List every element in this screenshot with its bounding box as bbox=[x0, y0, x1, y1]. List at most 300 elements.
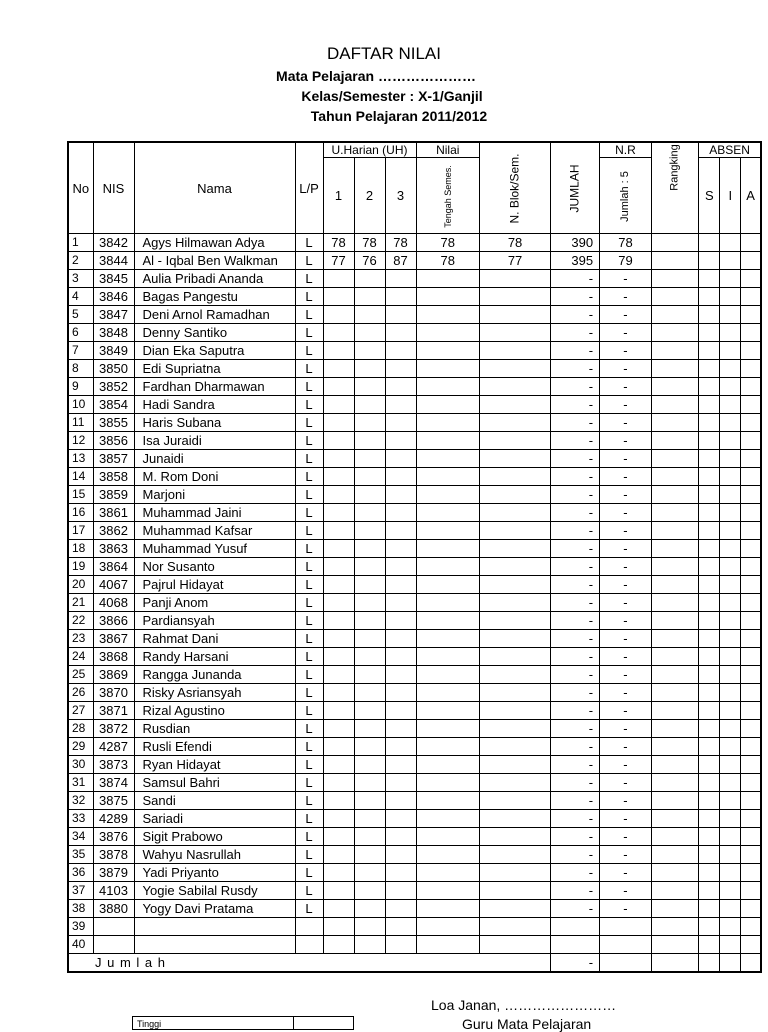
cell-lp: L bbox=[295, 432, 323, 450]
cell-blok bbox=[480, 936, 551, 954]
cell-rangking bbox=[651, 918, 698, 936]
cell-uh1 bbox=[323, 558, 354, 576]
cell-jumlah: - bbox=[551, 684, 600, 702]
cell-uh2: 76 bbox=[354, 252, 385, 270]
cell-lp: L bbox=[295, 702, 323, 720]
cell-uh1 bbox=[323, 450, 354, 468]
cell-a bbox=[741, 666, 761, 684]
total-label: J u m l a h bbox=[68, 954, 551, 973]
cell-lp: L bbox=[295, 828, 323, 846]
cell-nama: Denny Santiko bbox=[134, 324, 295, 342]
cell-blok bbox=[480, 900, 551, 918]
cell-nama: M. Rom Doni bbox=[134, 468, 295, 486]
cell-no: 5 bbox=[68, 306, 93, 324]
cell-uh2 bbox=[354, 486, 385, 504]
table-row bbox=[68, 630, 761, 648]
cell-jumlah: - bbox=[551, 792, 600, 810]
cell-jumlah: - bbox=[551, 846, 600, 864]
cell-rangking bbox=[651, 252, 698, 270]
cell-lp bbox=[295, 936, 323, 954]
cell-uh2 bbox=[354, 468, 385, 486]
cell-s bbox=[699, 612, 720, 630]
cell-nr: - bbox=[600, 720, 652, 738]
cell-uh2 bbox=[354, 864, 385, 882]
cell-uh3 bbox=[385, 810, 416, 828]
cell-nama: Dian Eka Saputra bbox=[134, 342, 295, 360]
cell-uh3 bbox=[385, 900, 416, 918]
cell-tengah bbox=[416, 684, 480, 702]
cell-tengah bbox=[416, 828, 480, 846]
cell-i bbox=[720, 756, 741, 774]
cell-uh1 bbox=[323, 396, 354, 414]
cell-nis: 3857 bbox=[93, 450, 134, 468]
cell-s bbox=[699, 756, 720, 774]
cell-blok bbox=[480, 702, 551, 720]
cell-nama: Yadi Priyanto bbox=[134, 864, 295, 882]
cell-a bbox=[741, 702, 761, 720]
cell-a bbox=[741, 828, 761, 846]
cell-lp: L bbox=[295, 252, 323, 270]
class-semester-line: Kelas/Semester : X-1/Ganjil bbox=[301, 88, 483, 104]
cell-uh1 bbox=[323, 900, 354, 918]
cell-nis: 3858 bbox=[93, 468, 134, 486]
cell-tengah bbox=[416, 414, 480, 432]
cell-nr: - bbox=[600, 558, 652, 576]
cell-a bbox=[741, 774, 761, 792]
cell-uh3 bbox=[385, 774, 416, 792]
cell-jumlah: - bbox=[551, 450, 600, 468]
cell-nis: 3880 bbox=[93, 900, 134, 918]
cell-uh3 bbox=[385, 558, 416, 576]
header-nr: Jumlah : 5 bbox=[600, 158, 652, 234]
cell-tengah bbox=[416, 522, 480, 540]
cell-uh2 bbox=[354, 828, 385, 846]
table-row bbox=[68, 756, 761, 774]
signature-place-date: Loa Janan, …………………… bbox=[431, 997, 617, 1013]
cell-i bbox=[720, 882, 741, 900]
cell-uh3 bbox=[385, 936, 416, 954]
cell-no: 40 bbox=[68, 936, 93, 954]
cell-uh2 bbox=[354, 774, 385, 792]
cell-jumlah: - bbox=[551, 756, 600, 774]
table-row bbox=[68, 846, 761, 864]
cell-tengah bbox=[416, 810, 480, 828]
cell-uh1 bbox=[323, 882, 354, 900]
cell-uh1 bbox=[323, 414, 354, 432]
cell-nama: Muhammad Jaini bbox=[134, 504, 295, 522]
cell-lp: L bbox=[295, 450, 323, 468]
cell-lp: L bbox=[295, 504, 323, 522]
cell-i bbox=[720, 936, 741, 954]
cell-i bbox=[720, 342, 741, 360]
cell-tengah bbox=[416, 846, 480, 864]
cell-uh3 bbox=[385, 594, 416, 612]
cell-lp: L bbox=[295, 522, 323, 540]
cell-a bbox=[741, 792, 761, 810]
cell-uh1 bbox=[323, 612, 354, 630]
cell-nr: - bbox=[600, 882, 652, 900]
cell-nr: - bbox=[600, 378, 652, 396]
cell-lp: L bbox=[295, 378, 323, 396]
header-lp: L/P bbox=[295, 142, 323, 234]
cell-uh3 bbox=[385, 738, 416, 756]
cell-i bbox=[720, 864, 741, 882]
cell-blok bbox=[480, 450, 551, 468]
cell-lp: L bbox=[295, 792, 323, 810]
cell-a bbox=[741, 522, 761, 540]
cell-nr: - bbox=[600, 702, 652, 720]
cell-tengah bbox=[416, 558, 480, 576]
cell-uh3 bbox=[385, 918, 416, 936]
cell-uh2 bbox=[354, 702, 385, 720]
cell-uh3 bbox=[385, 468, 416, 486]
cell-no: 7 bbox=[68, 342, 93, 360]
cell-uh1 bbox=[323, 684, 354, 702]
cell-i bbox=[720, 558, 741, 576]
cell-jumlah: - bbox=[551, 630, 600, 648]
cell-s bbox=[699, 630, 720, 648]
cell-no: 21 bbox=[68, 594, 93, 612]
cell-i bbox=[720, 594, 741, 612]
cell-blok bbox=[480, 288, 551, 306]
cell-tengah bbox=[416, 900, 480, 918]
cell-nis: 3845 bbox=[93, 270, 134, 288]
cell-nr bbox=[600, 918, 652, 936]
cell-jumlah: - bbox=[551, 864, 600, 882]
cell-a bbox=[741, 918, 761, 936]
header-uh-group: U.Harian (UH) bbox=[323, 142, 416, 158]
cell-a bbox=[741, 252, 761, 270]
cell-nr: - bbox=[600, 324, 652, 342]
cell-a bbox=[741, 432, 761, 450]
cell-i bbox=[720, 450, 741, 468]
table-row bbox=[68, 252, 761, 270]
cell-nama: Rizal Agustino bbox=[134, 702, 295, 720]
cell-nama: Pardiansyah bbox=[134, 612, 295, 630]
cell-tengah bbox=[416, 774, 480, 792]
cell-no: 23 bbox=[68, 630, 93, 648]
cell-jumlah: - bbox=[551, 882, 600, 900]
cell-s bbox=[699, 900, 720, 918]
cell-a bbox=[741, 648, 761, 666]
cell-jumlah: - bbox=[551, 324, 600, 342]
cell-uh2 bbox=[354, 396, 385, 414]
cell-nama: Edi Supriatna bbox=[134, 360, 295, 378]
cell-uh3 bbox=[385, 702, 416, 720]
cell-no: 11 bbox=[68, 414, 93, 432]
cell-rangking bbox=[651, 288, 698, 306]
cell-nis: 3874 bbox=[93, 774, 134, 792]
cell-uh3 bbox=[385, 306, 416, 324]
cell-nis: 3848 bbox=[93, 324, 134, 342]
cell-nama: Haris Subana bbox=[134, 414, 295, 432]
cell-uh2 bbox=[354, 882, 385, 900]
cell-no: 27 bbox=[68, 702, 93, 720]
cell-lp: L bbox=[295, 594, 323, 612]
cell-i bbox=[720, 540, 741, 558]
cell-tengah bbox=[416, 666, 480, 684]
cell-uh3 bbox=[385, 864, 416, 882]
cell-blok bbox=[480, 396, 551, 414]
table-row bbox=[68, 612, 761, 630]
cell-no: 37 bbox=[68, 882, 93, 900]
cell-nr: - bbox=[600, 684, 652, 702]
cell-no: 10 bbox=[68, 396, 93, 414]
cell-nr: - bbox=[600, 738, 652, 756]
cell-rangking bbox=[651, 594, 698, 612]
cell-uh3 bbox=[385, 288, 416, 306]
cell-nama: Yogy Davi Pratama bbox=[134, 900, 295, 918]
cell-uh1 bbox=[323, 918, 354, 936]
cell-blok bbox=[480, 522, 551, 540]
cell-rangking bbox=[651, 666, 698, 684]
cell-uh2 bbox=[354, 630, 385, 648]
cell-nis: 3861 bbox=[93, 504, 134, 522]
cell-uh3 bbox=[385, 522, 416, 540]
cell-lp: L bbox=[295, 486, 323, 504]
cell-rangking bbox=[651, 558, 698, 576]
cell-rangking bbox=[651, 846, 698, 864]
cell-tengah bbox=[416, 882, 480, 900]
total-jumlah: - bbox=[551, 954, 600, 973]
grades-table bbox=[67, 141, 762, 973]
cell-i bbox=[720, 468, 741, 486]
cell-uh3 bbox=[385, 450, 416, 468]
header-nama: Nama bbox=[134, 142, 295, 234]
cell-blok bbox=[480, 918, 551, 936]
cell-tengah bbox=[416, 396, 480, 414]
header-a: A bbox=[741, 158, 761, 234]
cell-rangking bbox=[651, 324, 698, 342]
cell-tengah bbox=[416, 342, 480, 360]
cell-lp: L bbox=[295, 288, 323, 306]
cell-nis: 3854 bbox=[93, 396, 134, 414]
cell-blok bbox=[480, 846, 551, 864]
cell-rangking bbox=[651, 900, 698, 918]
cell-nama: Sigit Prabowo bbox=[134, 828, 295, 846]
cell-no: 22 bbox=[68, 612, 93, 630]
cell-uh1 bbox=[323, 720, 354, 738]
cell-s bbox=[699, 576, 720, 594]
cell-s bbox=[699, 342, 720, 360]
cell-nama: Al - Iqbal Ben Walkman bbox=[134, 252, 295, 270]
cell-i bbox=[720, 306, 741, 324]
cell-uh1 bbox=[323, 828, 354, 846]
cell-nama: Deni Arnol Ramadhan bbox=[134, 306, 295, 324]
header-nilai-group: Nilai bbox=[416, 142, 480, 158]
table-row bbox=[68, 234, 761, 252]
cell-a bbox=[741, 360, 761, 378]
cell-jumlah: 395 bbox=[551, 252, 600, 270]
table-row bbox=[68, 864, 761, 882]
cell-i bbox=[720, 612, 741, 630]
cell-a bbox=[741, 594, 761, 612]
cell-blok bbox=[480, 864, 551, 882]
cell-s bbox=[699, 378, 720, 396]
table-row bbox=[68, 738, 761, 756]
cell-uh3 bbox=[385, 414, 416, 432]
school-year-line: Tahun Pelajaran 2011/2012 bbox=[310, 108, 488, 124]
cell-i bbox=[720, 414, 741, 432]
cell-no: 29 bbox=[68, 738, 93, 756]
cell-uh2 bbox=[354, 720, 385, 738]
cell-blok bbox=[480, 684, 551, 702]
cell-nr: 78 bbox=[600, 234, 652, 252]
cell-uh3 bbox=[385, 540, 416, 558]
cell-a bbox=[741, 864, 761, 882]
cell-tengah bbox=[416, 288, 480, 306]
cell-lp: L bbox=[295, 576, 323, 594]
cell-no: 17 bbox=[68, 522, 93, 540]
cell-lp: L bbox=[295, 756, 323, 774]
cell-i bbox=[720, 900, 741, 918]
cell-nama bbox=[134, 918, 295, 936]
cell-jumlah: - bbox=[551, 270, 600, 288]
cell-nr: - bbox=[600, 828, 652, 846]
cell-s bbox=[699, 504, 720, 522]
cell-blok bbox=[480, 810, 551, 828]
cell-a bbox=[741, 810, 761, 828]
cell-jumlah: - bbox=[551, 810, 600, 828]
cell-uh1 bbox=[323, 864, 354, 882]
cell-uh3 bbox=[385, 342, 416, 360]
cell-i bbox=[720, 846, 741, 864]
cell-rangking bbox=[651, 936, 698, 954]
cell-uh1 bbox=[323, 702, 354, 720]
cell-tengah bbox=[416, 270, 480, 288]
cell-nis bbox=[93, 936, 134, 954]
cell-nama bbox=[134, 936, 295, 954]
cell-uh2 bbox=[354, 540, 385, 558]
cell-s bbox=[699, 936, 720, 954]
cell-uh2 bbox=[354, 360, 385, 378]
cell-uh1 bbox=[323, 666, 354, 684]
cell-tengah bbox=[416, 450, 480, 468]
cell-s bbox=[699, 594, 720, 612]
cell-uh1 bbox=[323, 504, 354, 522]
cell-uh1 bbox=[323, 738, 354, 756]
cell-uh3 bbox=[385, 882, 416, 900]
cell-a bbox=[741, 414, 761, 432]
cell-tengah bbox=[416, 738, 480, 756]
cell-nis: 3850 bbox=[93, 360, 134, 378]
total-row bbox=[68, 954, 761, 973]
cell-jumlah: - bbox=[551, 288, 600, 306]
cell-nr: - bbox=[600, 270, 652, 288]
cell-s bbox=[699, 234, 720, 252]
cell-a bbox=[741, 234, 761, 252]
cell-uh1 bbox=[323, 540, 354, 558]
cell-nis: 3872 bbox=[93, 720, 134, 738]
cell-blok bbox=[480, 468, 551, 486]
cell-nama: Risky Asriansyah bbox=[134, 684, 295, 702]
cell-lp: L bbox=[295, 864, 323, 882]
cell-uh1 bbox=[323, 594, 354, 612]
cell-jumlah: - bbox=[551, 342, 600, 360]
cell-lp: L bbox=[295, 342, 323, 360]
cell-s bbox=[699, 396, 720, 414]
cell-nama: Panji Anom bbox=[134, 594, 295, 612]
cell-tengah bbox=[416, 648, 480, 666]
table-row bbox=[68, 576, 761, 594]
cell-uh2 bbox=[354, 324, 385, 342]
cell-s bbox=[699, 666, 720, 684]
cell-nama: Randy Harsani bbox=[134, 648, 295, 666]
cell-a bbox=[741, 306, 761, 324]
table-row bbox=[68, 306, 761, 324]
cell-no: 13 bbox=[68, 450, 93, 468]
cell-uh2 bbox=[354, 684, 385, 702]
cell-no: 1 bbox=[68, 234, 93, 252]
cell-uh2 bbox=[354, 378, 385, 396]
cell-rangking bbox=[651, 342, 698, 360]
cell-nis: 3864 bbox=[93, 558, 134, 576]
cell-nama: Rangga Junanda bbox=[134, 666, 295, 684]
table-row bbox=[68, 288, 761, 306]
cell-no: 20 bbox=[68, 576, 93, 594]
cell-nr: - bbox=[600, 306, 652, 324]
cell-tengah bbox=[416, 720, 480, 738]
cell-nis: 3863 bbox=[93, 540, 134, 558]
cell-s bbox=[699, 864, 720, 882]
cell-s bbox=[699, 288, 720, 306]
cell-jumlah: - bbox=[551, 900, 600, 918]
cell-uh2 bbox=[354, 342, 385, 360]
cell-nis: 3855 bbox=[93, 414, 134, 432]
table-row bbox=[68, 900, 761, 918]
cell-tengah bbox=[416, 792, 480, 810]
cell-tengah bbox=[416, 756, 480, 774]
cell-blok bbox=[480, 792, 551, 810]
cell-i bbox=[720, 486, 741, 504]
cell-tengah bbox=[416, 612, 480, 630]
cell-uh3 bbox=[385, 828, 416, 846]
cell-nr: - bbox=[600, 594, 652, 612]
cell-i bbox=[720, 378, 741, 396]
cell-i bbox=[720, 504, 741, 522]
cell-uh2 bbox=[354, 846, 385, 864]
cell-blok bbox=[480, 540, 551, 558]
cell-blok bbox=[480, 414, 551, 432]
cell-nis: 3867 bbox=[93, 630, 134, 648]
cell-nama: Bagas Pangestu bbox=[134, 288, 295, 306]
cell-s bbox=[699, 648, 720, 666]
cell-s bbox=[699, 558, 720, 576]
cell-s bbox=[699, 450, 720, 468]
table-row bbox=[68, 378, 761, 396]
cell-rangking bbox=[651, 504, 698, 522]
cell-nr: - bbox=[600, 612, 652, 630]
cell-a bbox=[741, 720, 761, 738]
signature-role: Guru Mata Pelajaran bbox=[462, 1016, 592, 1032]
cell-nama: Aulia Pribadi Ananda bbox=[134, 270, 295, 288]
cell-uh2 bbox=[354, 270, 385, 288]
cell-nama: Yogie Sabilal Rusdy bbox=[134, 882, 295, 900]
cell-nis: 4068 bbox=[93, 594, 134, 612]
cell-nis: 3878 bbox=[93, 846, 134, 864]
cell-s bbox=[699, 306, 720, 324]
cell-i bbox=[720, 252, 741, 270]
cell-s bbox=[699, 918, 720, 936]
cell-s bbox=[699, 774, 720, 792]
cell-nama: Muhammad Kafsar bbox=[134, 522, 295, 540]
cell-no: 36 bbox=[68, 864, 93, 882]
cell-no: 30 bbox=[68, 756, 93, 774]
cell-uh3: 87 bbox=[385, 252, 416, 270]
cell-nis: 4287 bbox=[93, 738, 134, 756]
cell-no: 9 bbox=[68, 378, 93, 396]
cell-a bbox=[741, 540, 761, 558]
